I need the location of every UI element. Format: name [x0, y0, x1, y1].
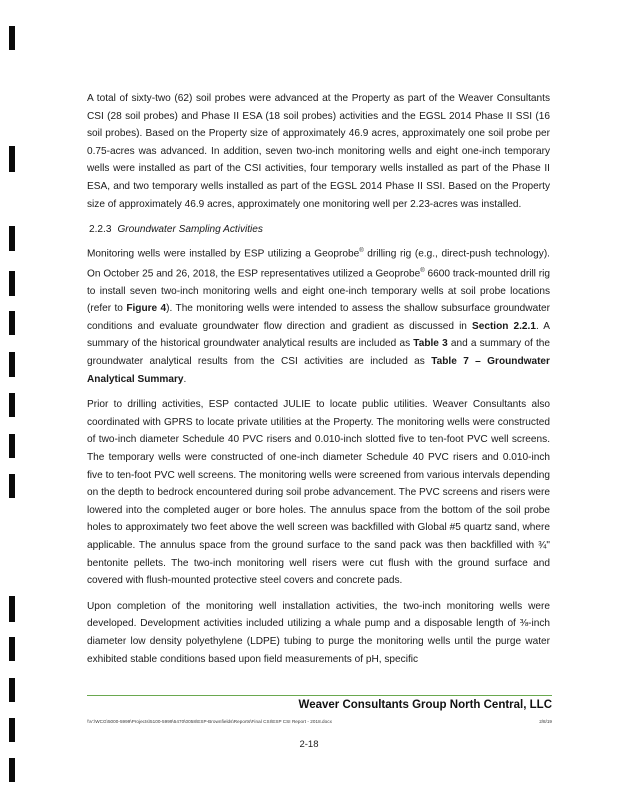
binding-mark — [9, 393, 15, 417]
binding-mark — [9, 26, 15, 50]
paragraph-well-construction: Prior to drilling activities, ESP contacted JULIE to locate public utilities. Weaver Consultants also coordinated with GPRS to locate private utilities at the Property. The monitoring wells were constructed of two-inch diameter Schedule 40 PVC risers and 0.010-inch slotted five to ten-foot PVC well screens. The temporary wells were constructed of one-inch diameter Schedule 40 PVC risers and 0.010-inch five to ten-foot PVC well screens. The monitoring wells were screened from various intervals depending on the depth to bedrock encountered during soil probe advancement. The PVC screens and risers were lowered into the completed auger or bore holes. The annulus space from the bottom of the soil probe holes to approximately two feet above the well screen was backfilled with Global #5 quartz sand, where applicable. The annulus space from the ground surface to the sand pack was then backfilled with ¾" bentonite pellets. The two-inch monitoring well risers were cut flush with the ground surface and covered with flush-mounted protective steel covers and concrete pads. — [87, 399, 550, 587]
text-run: ). The monitoring wells were intended to assess the shallow subsurface groundwater conditions and evaluate groundwater flow direction and gradient as discussed in — [87, 303, 550, 332]
registered-mark: ® — [420, 267, 425, 274]
paragraph-monitoring-wells — [87, 243, 550, 388]
section-number: 2.2.3 — [89, 224, 112, 236]
binding-mark — [9, 146, 15, 172]
binding-mark — [9, 474, 15, 498]
text-run: 6600 track-mounted drill rig to install seven two-inch monitoring wells and eight one-inch temporary wells at soil probe locations (refer to — [87, 268, 551, 315]
binding-mark — [9, 271, 15, 296]
footer-file-path: \\V:\WCG\5000-5999\Projects\5100-5999\5470\0058\ESP-Brownfields\Reports\Final CSI\ESP CSI Report - 2018.docx — [87, 719, 332, 724]
binding-mark — [9, 678, 15, 702]
text-run: . A summary of the historical groundwater analytical results are included as — [87, 320, 550, 350]
footer-rule — [87, 695, 552, 696]
binding-mark — [9, 758, 15, 782]
binding-mark — [9, 434, 15, 458]
footer-file-date: 2/8/19 — [539, 719, 552, 724]
page-number: 2-18 — [299, 739, 319, 750]
binding-mark — [9, 596, 15, 622]
binding-mark — [9, 352, 15, 377]
paragraph-well-development: Upon completion of the monitoring well installation activities, the two-inch monitoring wells were developed. Development activities included utilizing a whale pump and a disposable length of ⅜-inch diameter low density polyethylene (LDPE) tubing to purge the monitoring wells until the purge water exhibited stable conditions based upon field measurements of pH, specific — [87, 600, 550, 665]
text-run: drilling rig (e.g., direct-push technology). On October 25 and 26, 2018, the ESP representatives utilized a Geoprobe — [87, 248, 550, 280]
text-run: Monitoring wells were installed by ESP utilizing a Geoprobe — [87, 248, 360, 260]
section-title: Groundwater Sampling Activities — [117, 224, 263, 236]
section-heading — [89, 221, 550, 239]
body-text — [87, 90, 550, 668]
table-reference: Table 3 — [413, 338, 448, 350]
footer-company: Weaver Consultants Group North Central, LLC — [298, 699, 552, 711]
binding-mark — [9, 311, 15, 335]
registered-mark: ® — [359, 247, 364, 254]
paragraph-soil-probes: A total of sixty-two (62) soil probes were advanced at the Property as part of the Weaver Consultants CSI (28 soil probes) and Phase II ESA (18 soil probes) activities and the EGSL 2014 Phase II SSI (16 soil probes). Based on the Property size of approximately 46.9 acres, approximately one soil probe per 0.75-acres was advanced. In addition, seven two-inch monitoring wells and eight one-inch temporary wells were installed as part of the CSI activities, four temporary wells installed as part of the Phase II ESA, and two temporary wells installed as part of the EGSL 2014 Phase II SSI. Based on the Property size of approximately 46.9 acres, approximately one monitoring well per 2.23-acres was installed. — [87, 93, 550, 210]
section-reference: Section 2.2.1 — [471, 320, 536, 332]
text-run: and a summary of the groundwater analytical results from the CSI activities are included as — [87, 338, 550, 368]
binding-mark — [9, 637, 15, 661]
binding-mark — [9, 226, 15, 251]
text-run: . — [183, 373, 187, 385]
table-reference: Table 7 – Groundwater Analytical Summary — [87, 356, 550, 385]
figure-reference: Figure 4 — [126, 303, 167, 315]
